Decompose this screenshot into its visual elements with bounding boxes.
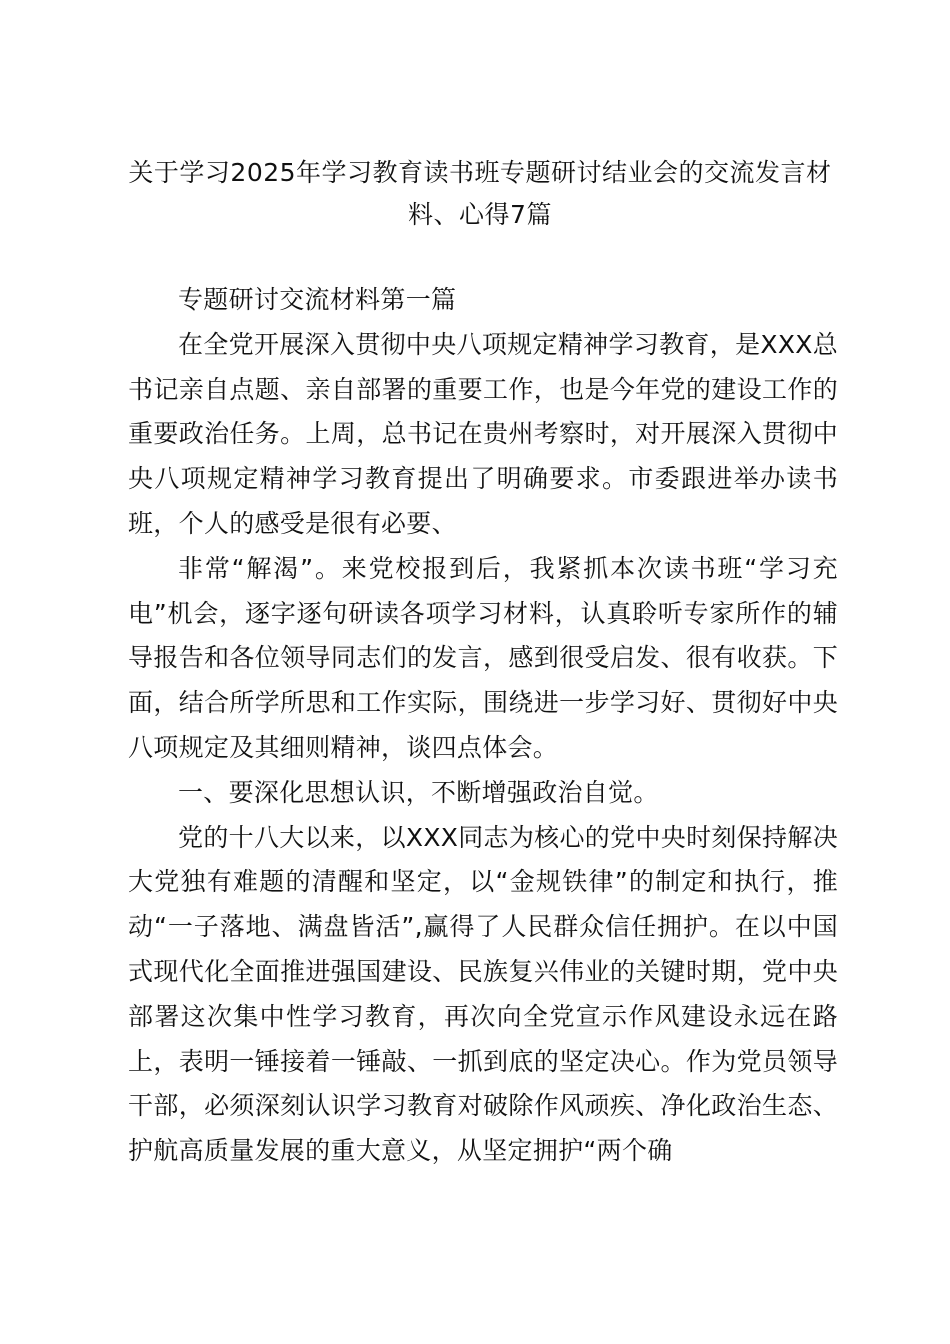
section-heading-1: 一、要深化思想认识，不断增强政治自觉。 [178, 777, 659, 807]
paragraph-study: 非常“解渴”。来党校报到后，我紧抓本次读书班“学习充电”机会，逐字逐句研读各项学习材料，认真聆听专家所作的辅导报告和各位领导同志们的发言，感到很受启发、很有收获。下面，结合所学所思和工作实际，围绕进一步学习好、贯彻好中央八项规定及其细则精神，谈四点体会。 [128, 553, 838, 762]
document-title [120, 152, 840, 236]
title-line-2: 料、心得7篇 [408, 200, 552, 229]
document-body [128, 278, 838, 1174]
part-label: 专题研讨交流材料第一篇 [178, 285, 457, 314]
paragraph-intro: 在全党开展深入贯彻中央八项规定精神学习教育，是XXX总书记亲自点题、亲自部署的重要工作，也是今年党的建设工作的重要政治任务。上周，总书记在贵州考察时，对开展深入贯彻中央八项规定精神学习教育提出了明确要求。市委跟进举办读书班，个人的感受是很有必要、 [128, 329, 838, 538]
section-1-paragraph: 党的十八大以来，以XXX同志为核心的党中央时刻保持解决大党独有难题的清醒和坚定，以“金规铁律”的制定和执行，推动“一子落地、满盘皆活”,赢得了人民群众信任拥护。在以中国式现代化全面推进强国建设、民族复兴伟业的关键时期，党中央部署这次集中性学习教育，再次向全党宣示作风建设永远在路上，表明一锤接着一锤敲、一抓到底的坚定决心。作为党员领导干部，必须深刻认识学习教育对破除作风顽疾、净化政治生态、护航高质量发展的重大意义，从坚定拥护“两个确 [128, 822, 838, 1166]
title-line-1: 关于学习2025年学习教育读书班专题研讨结业会的交流发言材 [128, 158, 832, 187]
